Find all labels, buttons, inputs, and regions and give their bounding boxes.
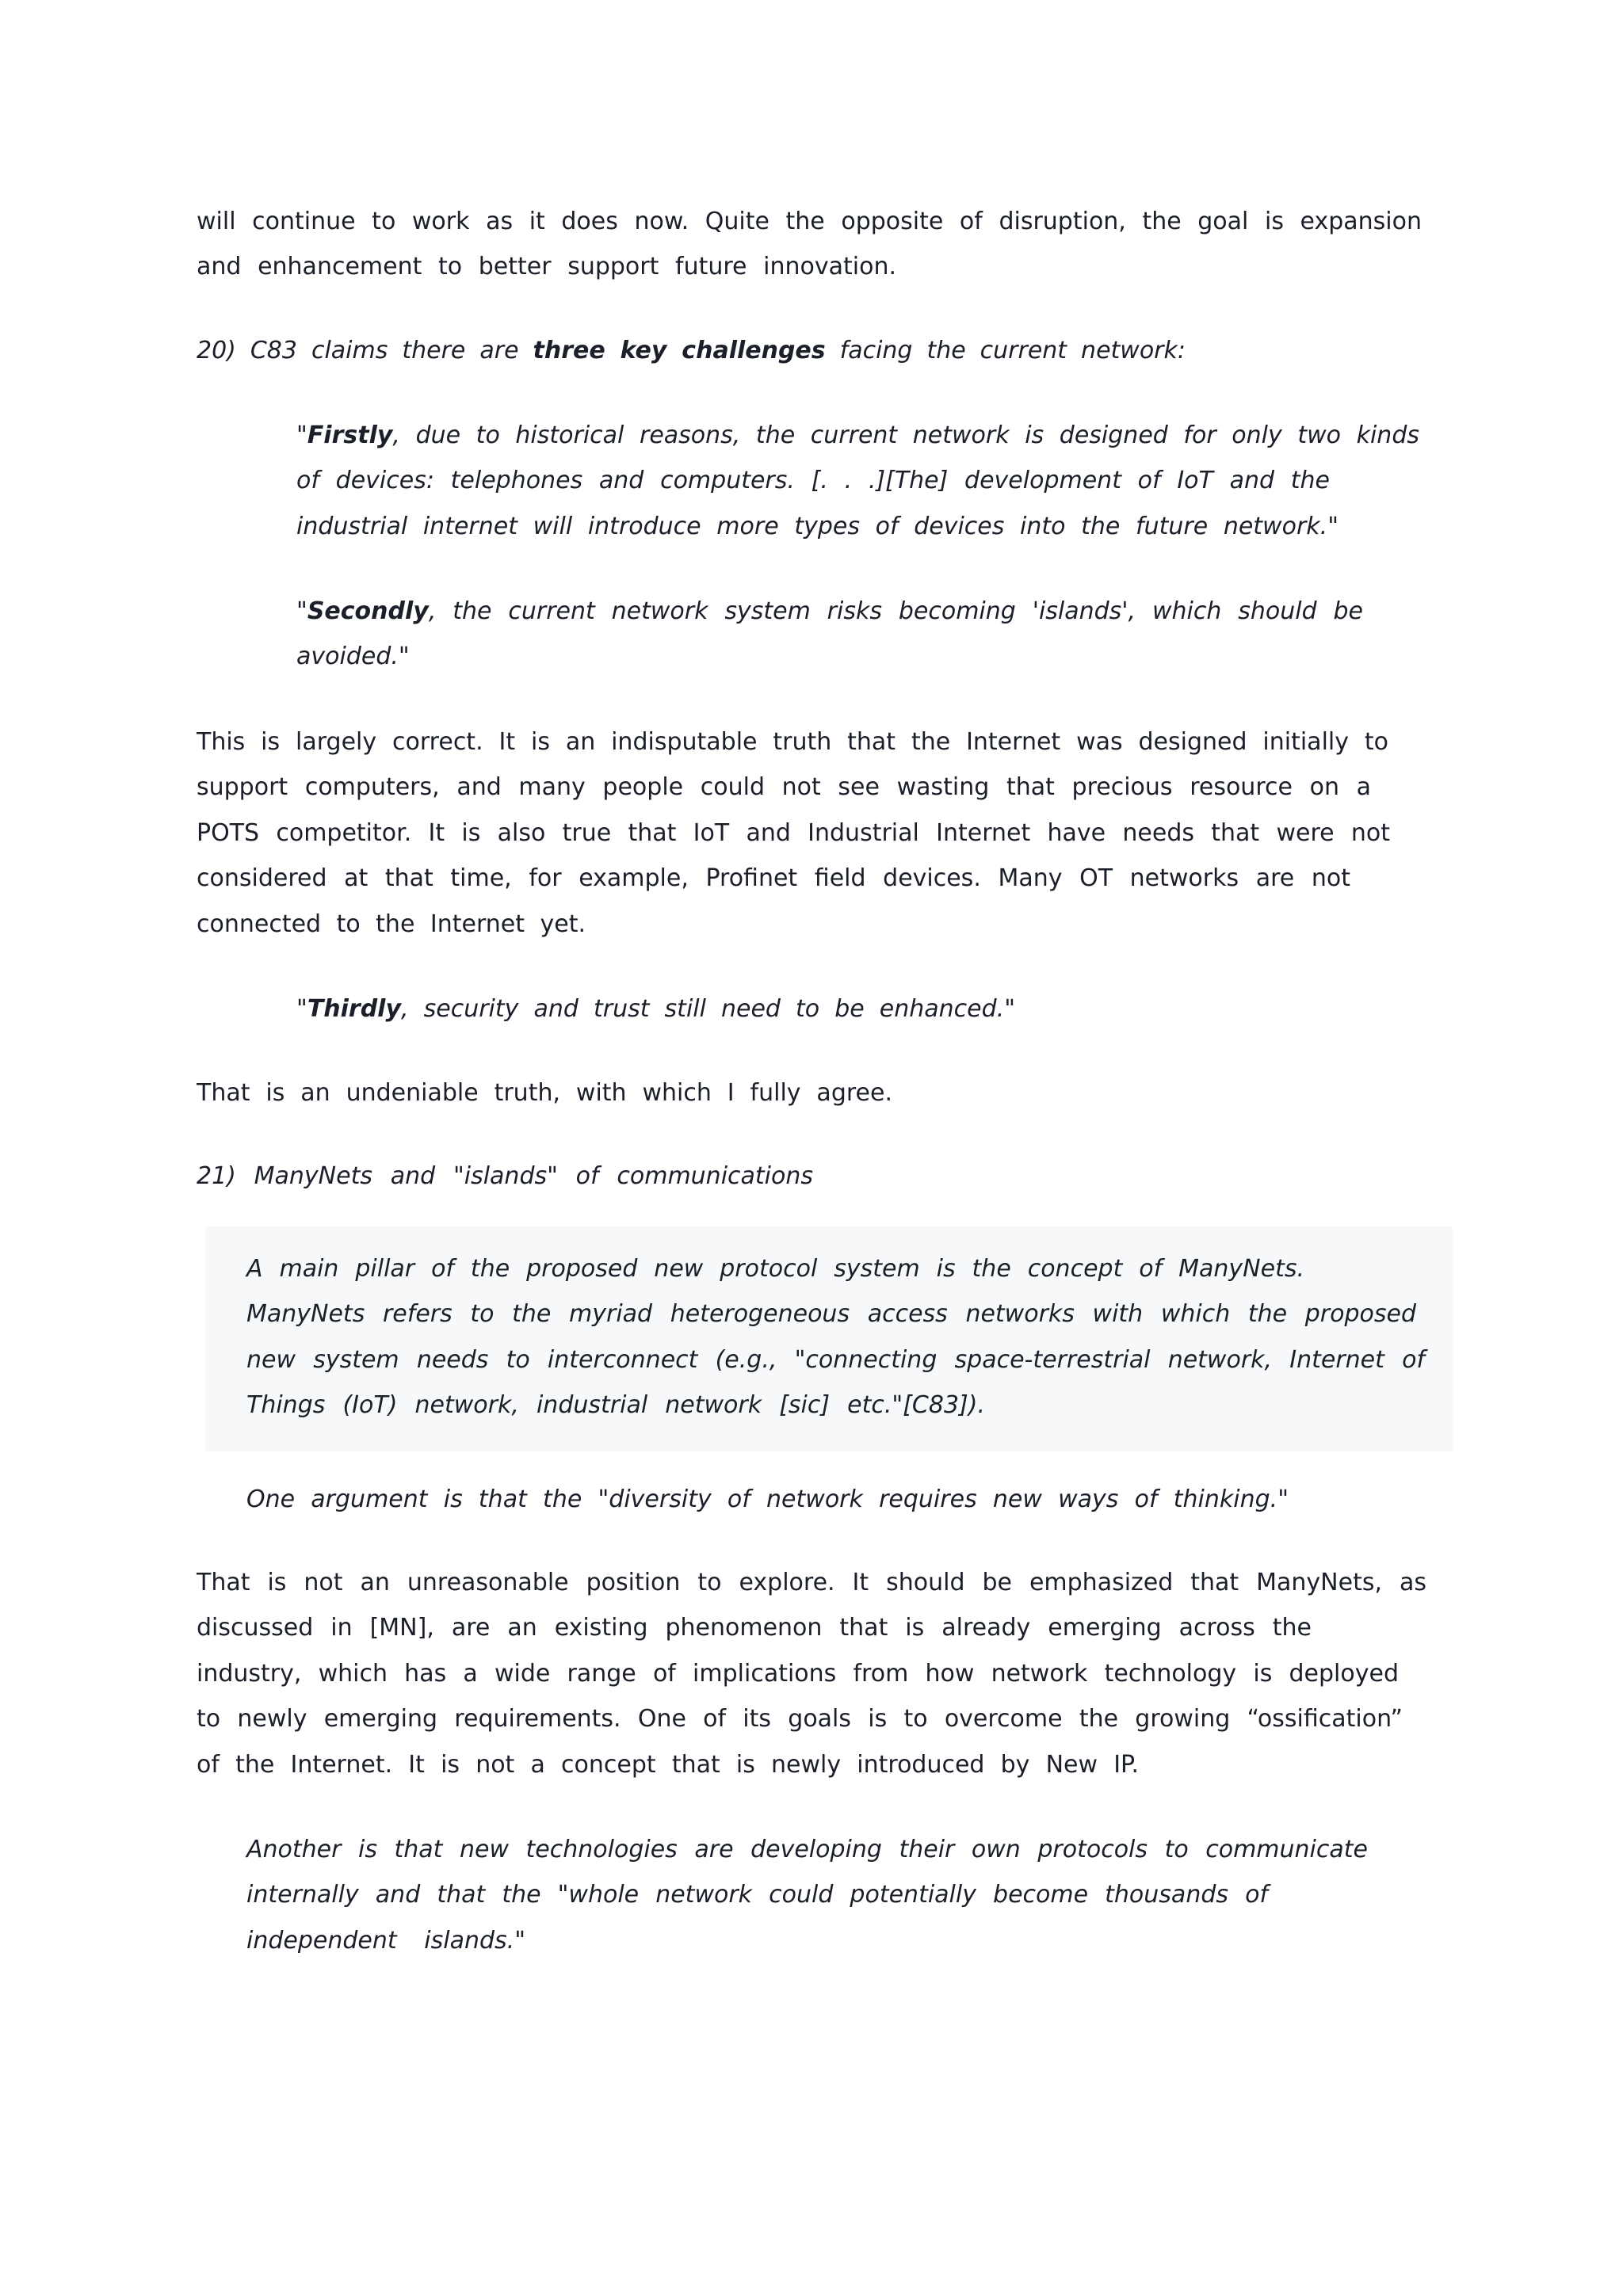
paragraph-response-1 [197, 719, 1390, 947]
item-20-heading [197, 328, 1186, 373]
text-line: to newly emerging requirements. One of its goals is to overcome the growing “ossification” [197, 1705, 1403, 1733]
emphasis-text: Thirdly [307, 995, 402, 1023]
emphasis-text: Secondly [307, 597, 429, 625]
blockquote-another [246, 1827, 1368, 1963]
text-line [197, 328, 1186, 373]
quote-open: " [296, 597, 307, 625]
text-line: Another is that new technologies are developing their own protocols to communicate [246, 1836, 1368, 1863]
text-line [296, 413, 1419, 458]
text-line: internally and that the "whole network could potentially become thousands of [246, 1881, 1268, 1909]
quote-open: " [296, 421, 307, 449]
text-line: connected to the Internet yet. [197, 910, 586, 938]
text-line: new system needs to interconnect (e.g., "connecting space-terrestrial network, Internet of [246, 1345, 1425, 1374]
text-line: This is largely correct. It is an indisputable truth that the Internet was designed initially to [197, 728, 1388, 756]
text-line: POTS competitor. It is also true that IoT and Industrial Internet have needs that were not [197, 818, 1390, 847]
blockquote-argument [246, 1477, 1289, 1522]
text-line: industrial internet will introduce more types of devices into the future network." [296, 512, 1338, 540]
line-text: , due to historical reasons, the current network is designed for only two kinds [392, 421, 1419, 449]
line-text: facing the current network: [825, 337, 1186, 364]
line-text: , the current network system risks becoming 'islands', which should be [428, 597, 1363, 625]
text-line: discussed in [MN], are an existing phenomenon that is already emerging across the [197, 1614, 1312, 1642]
text-line: industry, which has a wide range of implications from how network technology is deployed [197, 1659, 1399, 1688]
text-line [296, 589, 1363, 634]
text-line: Things (IoT) network, industrial network [sic] etc."[C83]). [246, 1391, 985, 1420]
blockquote-firstly [296, 413, 1419, 549]
text-line: That is not an unreasonable position to explore. It should be emphasized that ManyNets, as [197, 1569, 1426, 1596]
text-line: support computers, and many people could not see wasting that precious resource on a [197, 773, 1371, 802]
emphasis-text: three key challenges [533, 337, 826, 364]
blockquote-secondly [296, 589, 1363, 680]
text-line: One argument is that the "diversity of network requires new ways of thinking." [246, 1486, 1289, 1513]
paragraph-intro [197, 199, 1422, 290]
emphasis-text: Firstly [307, 421, 393, 449]
text-line: 21) ManyNets and "islands" of communications [197, 1162, 813, 1190]
blockquote-thirdly [296, 986, 1015, 1032]
paragraph-response-3 [197, 1560, 1426, 1787]
text-line: independent islands." [246, 1926, 525, 1955]
text-line: avoided." [296, 643, 410, 671]
text-line: A main pillar of the proposed new protocol system is the concept of ManyNets. [246, 1255, 1304, 1283]
line-text: , security and trust still need to be enhanced." [401, 995, 1015, 1023]
line-text: 20) C83 claims there are [197, 337, 533, 364]
text-line: of devices: telephones and computers. [. . .][The] development of IoT and the [296, 467, 1330, 495]
text-line: That is an undeniable truth, with which I fully agree. [197, 1079, 892, 1107]
text-line: considered at that time, for example, Profinet field devices. Many OT networks are not [197, 864, 1350, 893]
paragraph-response-2 [197, 1070, 892, 1116]
item-21-heading [197, 1154, 813, 1199]
text-line: and enhancement to better support future innovation. [197, 253, 896, 281]
text-line [296, 986, 1015, 1032]
text-line: will continue to work as it does now. Quite the opposite of disruption, the goal is expansion [197, 208, 1422, 235]
quote-open: " [296, 995, 307, 1023]
text-line: ManyNets refers to the myriad heterogeneous access networks with which the proposed [246, 1300, 1416, 1329]
text-line: of the Internet. It is not a concept that is newly introduced by New IP. [197, 1750, 1139, 1779]
blockquote-manynets [246, 1246, 1425, 1428]
